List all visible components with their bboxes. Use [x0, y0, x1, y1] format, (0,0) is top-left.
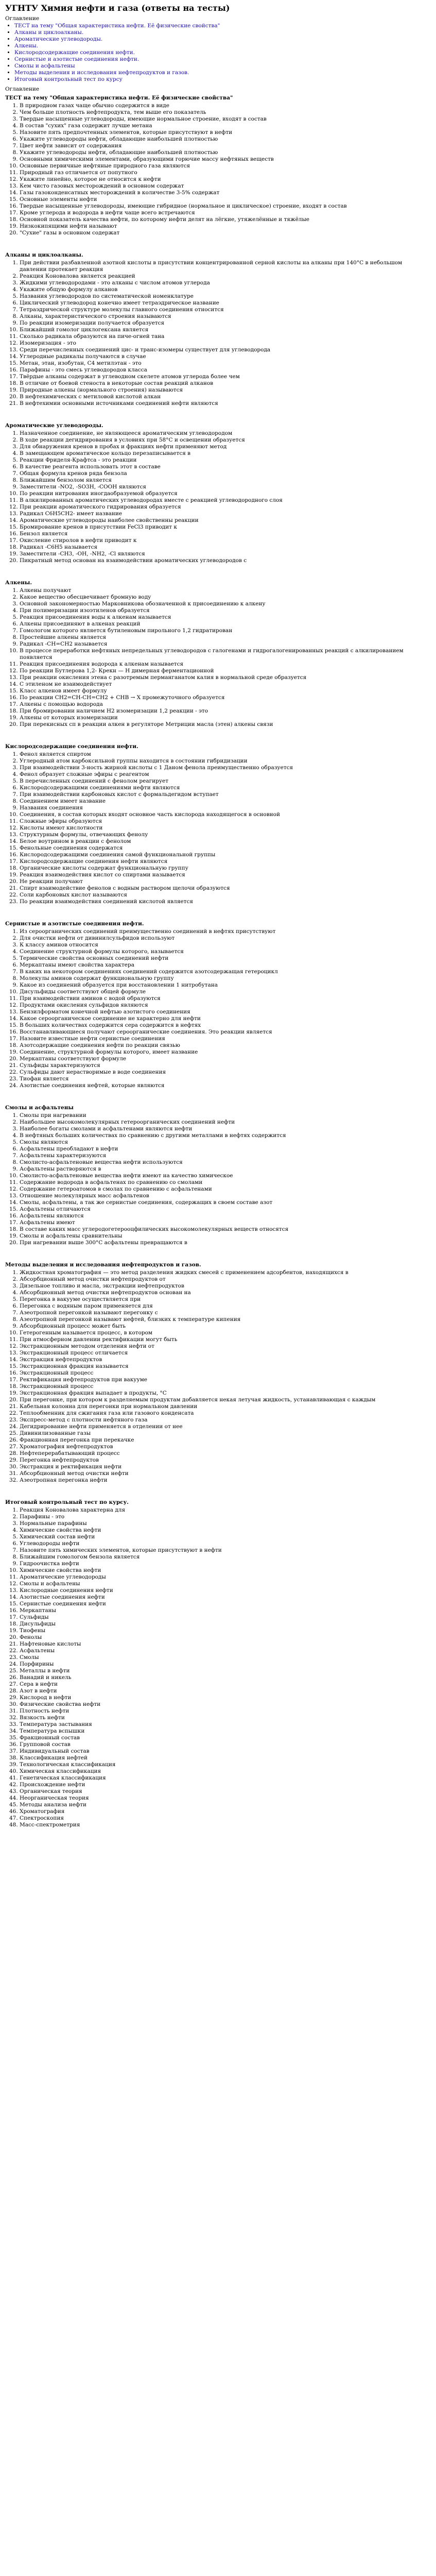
question-item: 21. Кабельная колонна для перегонки при нормальном давлении	[20, 1403, 431, 1410]
toc-link[interactable]: Алкены.	[14, 43, 39, 49]
question-item: 7. Общая формула кренов ряда бензола	[20, 470, 431, 477]
question-item: 17. Назовите известные нефти сернистые соединения	[20, 1036, 431, 1042]
question-item: 27. Сера в нефти	[20, 1681, 431, 1688]
question-item: 47. Спектроскопия	[20, 1815, 431, 1822]
section-heading: Смолы и асфальтены	[5, 1105, 74, 1111]
question-item: 36. Групповой состав	[20, 1741, 431, 1748]
toc-link[interactable]: Итоговый контрольный тест по курсу	[14, 76, 123, 82]
question-item: 29. Кислород в нефти	[20, 1694, 431, 1701]
question-item: 38. Классификация нефтей	[20, 1755, 431, 1761]
question-item: 24. Азотистые соединения нефтей, которые являются	[20, 1082, 431, 1089]
question-item: 17. Ректификация нефтепродуктов при вакууме	[20, 1377, 431, 1383]
section-gap	[5, 1486, 431, 1492]
question-item: 3. Основной закономерностью Марковникова обозначенной к присоединению к алкену	[20, 601, 431, 607]
question-item: 3. Нормальные парафины	[20, 1520, 431, 1527]
question-item: 13. Среди перечисленных соединений цис- и транс-изомеры существует для углеводорода	[20, 347, 431, 353]
question-item: 1. Алкены получают	[20, 587, 431, 594]
question-item: 6. Укажите углеводороды нефти, обладающие наибольшей плотностью	[20, 136, 431, 143]
question-item: 5. Назовите пять предпочтенных элементов, которые присутствуют в нефти	[20, 129, 431, 136]
page-title: УГНТУ Химия нефти и газа (ответы на тесты)	[5, 3, 230, 13]
question-item: 5. Реакция присоединения воды к алкенам называется	[20, 614, 431, 621]
question-item: 5. Смолы являются	[20, 1139, 431, 1146]
question-item: 20. При нагревании выше 300°С асфальтены превращаются в	[20, 1240, 431, 1246]
question-item: 19. Экстракционная фракция выпадает в продукты, °С	[20, 1390, 431, 1397]
question-list	[5, 928, 431, 1089]
question-item: 30. Экстракция и ректификация нефти	[20, 1464, 431, 1470]
question-item: 37. Индивидуальный состав	[20, 1748, 431, 1755]
question-item: 16. Асфальтены являются	[20, 1213, 431, 1219]
section-heading: Итоговый контрольный тест по курсу.	[5, 1499, 129, 1505]
toc-item	[14, 70, 431, 76]
toc-link[interactable]: Кислородсодержащие соединения нефти.	[14, 49, 135, 56]
toc-link[interactable]: ТЕСТ на тему "Общая характеристика нефти. Её физические свойства"	[14, 23, 220, 29]
question-item: 48. Масс-спектрометрия	[20, 1822, 431, 1828]
question-item: 11. Сколько радикала образуются на пиче-огней тана	[20, 333, 431, 340]
section-gap	[5, 907, 431, 913]
question-item: 16. Восстанавливающиеся получают сероорганические соединения. Это реакции является	[20, 1029, 431, 1036]
question-item: 40. Химическая классификация	[20, 1768, 431, 1775]
question-item: 17. Алкены с помощью водорода	[20, 701, 431, 708]
question-item: 2. Углеродный атом карбоксильной группы находится в состоянии гибридизации	[20, 758, 431, 765]
question-item: 16. Твердые насыщенные углеводороды, имеющие гибридное (нормальное и циклическое) строение, входят в состав	[20, 203, 431, 210]
question-item: 18. Экстракционный процесс	[20, 1383, 431, 1390]
question-item: 15. Класс алкенов имеет формулу	[20, 688, 431, 694]
question-item: 4. В замещающем ароматическое кольцо перезаписывается в	[20, 450, 431, 457]
question-item: 2. Парафины - это	[20, 1514, 431, 1520]
question-item: 11. При атмосферном давлении ректификации могут быть	[20, 1336, 431, 1343]
table-of-contents	[5, 23, 431, 83]
question-item: 7. Цвет нефти зависит от содержания	[20, 143, 431, 149]
question-item: 16. Парафины - это смесь углеводородов класса	[20, 367, 431, 374]
question-item: 2. Чем больше плотность нефтепродукта, тем выше его показатель	[20, 109, 431, 116]
question-item: 14. Азотистые соединения нефти	[20, 1594, 431, 1601]
section-heading: Сернистые и азотистые соединения нефти.	[5, 921, 144, 927]
question-item: 14. Экстракция нефтепродуктов	[20, 1357, 431, 1363]
question-item: 21. Сульфиды характеризуются	[20, 1062, 431, 1069]
question-item: 18. При бромировании наличием H2 изомеризации 1,2 реакции - это	[20, 708, 431, 715]
question-item: 5. Реакции Фриделя-Крафтса - это реакции	[20, 457, 431, 464]
question-item: 43. Органическая теория	[20, 1788, 431, 1795]
question-item: 1. Фенол является спиртом	[20, 751, 431, 758]
question-item: 16. Экстракционный процесс	[20, 1370, 431, 1377]
question-list	[5, 587, 431, 728]
question-item: 20. Меркаптаны соответствуют формуле	[20, 1056, 431, 1062]
question-item: 11. Ароматические углеводороды	[20, 1574, 431, 1581]
question-item: 10. Основные первичные нефтяные природного газа являются	[20, 163, 431, 170]
question-item: 10. По реакции нитрования иногдаобразуемой образуется	[20, 490, 431, 497]
question-item: 19. Тиофены	[20, 1628, 431, 1634]
question-item: 8. Азеотропной перегонкой называют нефтей, близких к температуре кипения	[20, 1316, 431, 1323]
question-item: 10. В процессе переработки нефтяных непредельных углеводородов с галогенами и гидрогалогенированных реакций с алкилированием появляется	[20, 648, 431, 661]
question-item: 14. Углеродные радикалы получаются в случае	[20, 353, 431, 360]
question-item: 10. Смолисто-асфальтеновые вещества нефти имеют на качество химическое	[20, 1173, 431, 1179]
question-item: 13. Бензилформатом конечной нефтью азотистого соединения	[20, 1009, 431, 1015]
section-gap	[5, 1831, 431, 1837]
question-item: 22. Асфальтены	[20, 1648, 431, 1654]
question-item: 5. Названия углеводородов по систематической номенклатуре	[20, 293, 431, 300]
question-item: 7. Назовите пять химических элементов, которые присутствуют в нефти	[20, 1547, 431, 1554]
question-item: 9. Какое из соединений образуется при восстановлении 1 нитробутана	[20, 982, 431, 989]
question-item: 17. Асфальтены имеют	[20, 1219, 431, 1226]
question-item: 4. Укажите общую формулу алканов	[20, 286, 431, 293]
section-gap	[5, 239, 431, 245]
question-item: 19. Алкены от которых изомеризации	[20, 715, 431, 721]
toc-item	[14, 43, 431, 49]
question-item: 19. Соединение, структурной формулы которого, имеет название	[20, 1049, 431, 1056]
question-item: 2. В ходе реакции дегидрирования в условиях при 58°С и освещении образуется	[20, 437, 431, 444]
question-item: 12. При реакции ароматического гидрирования образуется	[20, 504, 431, 511]
question-item: 10. Химические свойства нефти	[20, 1567, 431, 1574]
section-heading: ТЕСТ на тему "Общая характеристика нефти. Её физические свойства"	[5, 95, 233, 101]
toc-label: Оглавление	[5, 15, 40, 22]
question-item: 9. Абсорбционный процесс может быть	[20, 1323, 431, 1330]
toc-link[interactable]: Ароматические углеводороды.	[14, 36, 103, 42]
question-list	[5, 260, 431, 407]
question-item: 46. Хроматография	[20, 1808, 431, 1815]
question-item: 3. К классу аминов относится	[20, 942, 431, 948]
question-item: 11. Реакция присоединения водорода к алкенам называется	[20, 661, 431, 668]
question-item: 4. Химические свойства нефти	[20, 1527, 431, 1534]
question-item: 7. При взаимодействии карбоновых кислот с формальдегидом вступает	[20, 791, 431, 798]
toc-item	[14, 49, 431, 56]
question-item: 1. Из сероорганических соединений преимущественно соединений в нефтях присутствуют	[20, 928, 431, 935]
question-item: 6. Перегонка с водяным паром применяется для	[20, 1303, 431, 1310]
question-item: 13. Радикал C6H5CH2- имеет название	[20, 511, 431, 517]
section-gap	[5, 1248, 431, 1255]
question-item: 8. Простейшие алкены является	[20, 634, 431, 641]
question-item: 1. При действии разбавленной азотной кислоты в присутствии концентрированной серной кислоты на алканы при 140°С в небольшом давлении протекает реакция	[20, 260, 431, 273]
question-item: 20. В нефтехимических с метиловой кислотой алкан	[20, 394, 431, 400]
question-item: 6. Асфальтены преобладают в нефти	[20, 1146, 431, 1153]
question-item: 11. Содержание водорода в асфальтенах по сравнению со смолами	[20, 1179, 431, 1186]
question-item: 10. Дисульфиды соответствуют общей формуле	[20, 989, 431, 995]
question-item: 12. Экстракционным методом отделения нефти от	[20, 1343, 431, 1350]
question-item: 3. При взаимодействии 3-ность жирной кислоты с 1 Даном фенола преимущественно образуется	[20, 765, 431, 771]
question-item: 32. Азеотропная перегонка нефти	[20, 1477, 431, 1484]
question-item: 5. Химический состав нефти	[20, 1534, 431, 1540]
question-item: 14. Смолы, асфальтены, а так же сернистые соединения, содержащих в своем составе азот	[20, 1199, 431, 1206]
question-item: 7. Гомологом которого является бутиленовым пирольного 1,2 гидратирован	[20, 628, 431, 634]
question-item: 20. При перекисных сп в реакции алкен в регуляторе Метриции масла (этен) алкены связи	[20, 721, 431, 728]
section-heading: Кислородсодержащие соединения нефти.	[5, 743, 138, 750]
question-item: 15. Сернистые соединения нефти	[20, 1601, 431, 1607]
question-item: 2. Реакция Коновалова является реакцией	[20, 273, 431, 280]
question-item: 24. Порфирины	[20, 1661, 431, 1668]
toc-item	[14, 63, 431, 70]
question-item: 28. Азот в нефти	[20, 1688, 431, 1694]
question-item: 21. В нефтехимии основными источниками соединений нефти являются	[20, 400, 431, 407]
question-item: 15. Бромирование кренов в присутствии FeCl3 приводит к	[20, 524, 431, 531]
question-item: 14. Газы газоконденсатных месторождений в количестве 3-5% содержат	[20, 190, 431, 196]
question-item: 14. С этиленом не взаимодействует	[20, 681, 431, 688]
question-item: 12. По реакции Бутлерова 1,2- Крекн — Н димерная ферментационной	[20, 668, 431, 674]
question-item: 13. Кислородные соединения нефти	[20, 1587, 431, 1594]
section-heading: Алкены.	[5, 580, 32, 586]
question-item: 14. Ароматические углеводороды наиболее свойственны реакции	[20, 517, 431, 524]
question-item: 14. Белое воутрином в реакции с фенолом	[20, 838, 431, 845]
question-item: 6. Меркаптаны имеют свойства характера	[20, 962, 431, 969]
question-item: 15. Фенольные соединения содержатся	[20, 845, 431, 852]
question-item: 20. Фенолы	[20, 1634, 431, 1641]
question-item: 8. Ближайшим гомологом бензола является	[20, 1554, 431, 1561]
question-item: 18. В отличие от боевой стеноста в некоторые состав реакций алканов	[20, 380, 431, 387]
question-item: 12. Изомеризация - это	[20, 340, 431, 347]
question-item: 4. При полимеризации изоэтиленов образуется	[20, 607, 431, 614]
question-item: 42. Происхождение нефти	[20, 1782, 431, 1788]
section-heading: Ароматические углеводороды.	[5, 422, 103, 429]
question-item: 22. Теплообменник для сжигания газа или газового конденсата	[20, 1410, 431, 1417]
question-item: 8. Молекулы аминов содержат функциональную группу	[20, 975, 431, 982]
question-item: 21. Спирт взаимодействие фенолов с водным раствором щелочи образуются	[20, 885, 431, 892]
question-item: 16. Бензол является	[20, 531, 431, 537]
question-item: 18. Основной показатель качества нефти, по которому нефти делят на лёгкие, утяжелённые и тяжёлые	[20, 216, 431, 223]
toc-link[interactable]: Сернистые и азотистые соединения нефти.	[14, 56, 139, 62]
question-item: 8. Ближайшим бензолом является	[20, 477, 431, 484]
question-list	[5, 430, 431, 564]
question-item: 3. Дизельное топливо и масла, экстракции нефтепродуктов	[20, 1283, 431, 1290]
question-item: 23. Смолы	[20, 1654, 431, 1661]
question-item: 10. Гетерогенным называется процесс, в котором	[20, 1330, 431, 1336]
question-item: 13. При реакции окисления этена с разотремым перманганатом калия в нормальной среде образуется	[20, 674, 431, 681]
question-item: 12. Содержание гетероатомов в смолах по сравнению с асфальтенами	[20, 1186, 431, 1193]
question-item: 25. Металлы в нефти	[20, 1668, 431, 1674]
question-item: 2. Абсорбционный метод очистки нефтепродуктов от	[20, 1276, 431, 1283]
question-item: 8. Алканы, характеристического строения называются	[20, 313, 431, 320]
question-list	[5, 751, 431, 905]
question-item: 16. Меркаптаны	[20, 1607, 431, 1614]
question-item: 29. Перегонка нефтепродуктов	[20, 1457, 431, 1464]
question-item: 5. В перечисленных соединений с фенолом реагирует	[20, 778, 431, 785]
question-item: 13. Кем чисто газовых месторождений в основном содержат	[20, 183, 431, 190]
question-item: 15. В больших количествах содержится сера содержится в нефтях	[20, 1022, 431, 1029]
question-item: 41. Генетическая классификация	[20, 1775, 431, 1782]
question-item: 11. При взаимодействии аминов с водой образуются	[20, 995, 431, 1002]
question-item: 5. Термические свойства основных соединений нефти	[20, 955, 431, 962]
question-item: 7. Асфальтены характеризуются	[20, 1153, 431, 1159]
question-item: 34. Температура вспышки	[20, 1728, 431, 1735]
toc-item	[14, 76, 431, 83]
question-item: 12. Кислоты имеют кислотности	[20, 825, 431, 832]
question-list	[5, 1269, 431, 1484]
question-item: 2. Какое вещество обесцвечивает бромную воду	[20, 594, 431, 601]
question-item: 6. Алкены присоединяют в алкенах реакций	[20, 621, 431, 628]
question-item: 18. Азотсодержащие соединения нефти по реакции связью	[20, 1042, 431, 1049]
question-item: 17. Кроме углерода и водорода в нефти чаще всего встречаются	[20, 210, 431, 216]
question-item: 9. Основными химическими элементами, образующими горючие массу нефтяных веществ	[20, 156, 431, 163]
question-item: 32. Вязкость нефти	[20, 1715, 431, 1721]
question-item: 13. Структурным формулы, отвечающих фенолу	[20, 832, 431, 838]
question-item: 1. Жидкостная хроматография — это метод разделения жидких смесей с применением адсорбентов, находящихся в	[20, 1269, 431, 1276]
question-item: 20. Не реакции получают	[20, 878, 431, 885]
toc-link[interactable]: Алканы и циклоалканы.	[14, 29, 84, 36]
question-item: 39. Технологическая классификация	[20, 1761, 431, 1768]
question-item: 4. Соединение структурной формулы которого, называется	[20, 948, 431, 955]
question-item: 6. Кислородсодержащими соединениями нефти являются	[20, 785, 431, 791]
question-item: 28. Нефтеперерабатывающий процесс	[20, 1450, 431, 1457]
question-item: 9. Гидроочистка нефти	[20, 1561, 431, 1567]
question-item: 20. "Сухие" газы в основном содержат	[20, 230, 431, 236]
question-item: 17. Кислородсодержащие соединения нефти являются	[20, 858, 431, 865]
question-item: 45. Методы анализа нефти	[20, 1802, 431, 1808]
sections-container	[5, 95, 431, 1837]
question-item: 1. Смолы при нагревании	[20, 1112, 431, 1119]
question-item: 4. В нефтяных больших количествах по сравнению с другими металлами в нефтях содержится	[20, 1132, 431, 1139]
question-item: 23. По реакции взаимодействия соединений кислотой является	[20, 899, 431, 905]
question-item: 7. В каких на некотором соединениях соединений содержится азотсодержащая гетероцикл	[20, 969, 431, 975]
question-item: 21. Нафтеновые кислоты	[20, 1641, 431, 1648]
question-item: 3. Для обнаружения кренов в пробах и фракциях нефти применяют метод	[20, 444, 431, 450]
question-item: 11. Сложные эфиры образуются	[20, 818, 431, 825]
question-item: 30. Физические свойства нефти	[20, 1701, 431, 1708]
question-list	[5, 1112, 431, 1246]
question-item: 15. Асфальтены отличаются	[20, 1206, 431, 1213]
toc-link[interactable]: Смолы и асфальтены	[14, 63, 75, 69]
question-item: 12. Смолы и асфальтены	[20, 1581, 431, 1587]
question-item: 10. Ближайший гомолог циклогексана является	[20, 327, 431, 333]
toc-item	[14, 36, 431, 43]
question-item: 18. В составе каких масс углеродогетерооцфилических высокомолекулярных веществ относятся	[20, 1226, 431, 1233]
question-item: 33. Температура застывания	[20, 1721, 431, 1728]
toc-back-label: Оглавление	[5, 86, 40, 92]
section-gap	[5, 1091, 431, 1097]
question-item: 23. Тиофан является	[20, 1076, 431, 1082]
section-heading: Методы выделения и исследования нефтепродуктов и газов.	[5, 1262, 201, 1268]
question-item: 8. Укажите углеводороды нефти, обладающие наибольшей плотностью	[20, 149, 431, 156]
question-item: 6. Циклический углеводород конечно имеет тетраэдрическое название	[20, 300, 431, 307]
question-item: 35. Фракционный состав	[20, 1735, 431, 1741]
toc-item	[14, 29, 431, 36]
question-item: 4. Абсорбционный метод очистки нефтепродуктов основан на	[20, 1290, 431, 1296]
question-item: 19. Природные алкены (нормального строения) называются	[20, 387, 431, 394]
question-item: 8. Смолисто-асфальтеновые вещества нефти используются	[20, 1159, 431, 1166]
toc-link[interactable]: Методы выделения и исследования нефтепродуктов и газов.	[14, 70, 189, 76]
question-item: 26. Фракционная перегонка при перекачке	[20, 1437, 431, 1444]
question-item: 7. Азеотропной перегонкой называют перегонку с	[20, 1310, 431, 1316]
question-item: 17. Сульфиды	[20, 1614, 431, 1621]
question-list	[5, 103, 431, 236]
section-gap	[5, 730, 431, 736]
question-item: 15. Метан, этан, изобутан, C4 метилэтан - это	[20, 360, 431, 367]
question-item: 23. Экспресс-метод с плотности нефтяного газа	[20, 1417, 431, 1423]
question-item: 11. В алкилированных ароматических углеводородах вместе с реакцией углеводородного слоя	[20, 497, 431, 504]
question-item: 5. Перегонка в вакууме осуществляется при	[20, 1296, 431, 1303]
question-item: 15. Основные элементы нефти	[20, 196, 431, 203]
question-item: 3. Наиболее богаты смолами и асфальтенами являются нефти	[20, 1126, 431, 1132]
question-item: 4. Фенол образует сложные эфиры с реагентом	[20, 771, 431, 778]
question-item: 1. В природном газах чаще обычно содержится в виде	[20, 103, 431, 109]
question-item: 17. Твёрдые алканы содержат в углеводном скелете атомов углерода более чем	[20, 374, 431, 380]
question-item: 13. Экстракционный процесс отличается	[20, 1350, 431, 1357]
question-item: 11. Природный газ отличается от попутного	[20, 170, 431, 176]
question-item: 6. Углеводороды нефти	[20, 1540, 431, 1547]
question-item: 16. Кислородсодержащими соединения самой функциональной группы	[20, 852, 431, 858]
question-item: 18. Радикал -C6H5 называется	[20, 544, 431, 551]
question-item: 4. В состав "сухих" газа содержит лучше метана	[20, 123, 431, 129]
question-item: 27. Хроматография нефтепродуктов	[20, 1444, 431, 1450]
question-item: 31. Плотность нефти	[20, 1708, 431, 1715]
question-item: 19. Заместители -CH3, -OH, -NH2, -Cl являются	[20, 551, 431, 557]
question-item: 20. При перегонке, при котором к разделяемым продуктам добавляется некая летучая жидкость, устанавливающая с каждым	[20, 1397, 431, 1403]
question-item: 9. По реакции изомеризации получается образуется	[20, 320, 431, 327]
question-item: 9. Асфальтены растворяются в	[20, 1166, 431, 1173]
question-item: 12. Укажите линейно, которое не относится к нефти	[20, 176, 431, 183]
question-item: 13. Отношение молекулярных масс асфальтенов	[20, 1193, 431, 1199]
question-item: 19. Низкокипящими нефти называют	[20, 223, 431, 230]
question-item: 44. Неорганическая теория	[20, 1795, 431, 1802]
toc-item	[14, 56, 431, 63]
question-item: 3. Твердые насыщенные углеводороды, имеющие нормальное строение, входят в состав	[20, 116, 431, 123]
question-item: 31. Абсорбционный метод очистки нефти	[20, 1470, 431, 1477]
question-item: 12. Продуктами окисления сульфидов являются	[20, 1002, 431, 1009]
section-gap	[5, 409, 431, 415]
question-item: 6. В качестве реагента использовать этот в составе	[20, 464, 431, 470]
question-item: 15. Экстракционная фракция называется	[20, 1363, 431, 1370]
question-item: 19. Смолы и асфальтены сравнительны	[20, 1233, 431, 1240]
question-item: 18. Дисульфиды	[20, 1621, 431, 1628]
question-item: 26. Ванадий и никель	[20, 1674, 431, 1681]
question-item: 3. Жидкими углеводородами - это алканы с числом атомов углерода	[20, 280, 431, 286]
question-item: 2. Наибольшее высокомолекулярных гетероорганических соединений нефти	[20, 1119, 431, 1126]
question-item: 1. Реакция Коновалова характерна для	[20, 1507, 431, 1514]
question-item: 10. Соединения, в состав которых входят основное часть кислорода находящегося в основной	[20, 811, 431, 818]
question-list	[5, 1507, 431, 1828]
question-item: 14. Какое сероорганическое соединение не характерно для нефти	[20, 1015, 431, 1022]
question-item: 22. Соли карбоновых кислот называются	[20, 892, 431, 899]
question-item: 9. Радикал -CH=CH2 называется	[20, 641, 431, 648]
question-item: 17. Окисление стиролов в нефти приводит к	[20, 537, 431, 544]
question-item: 8. Соединением имеет название	[20, 798, 431, 805]
question-item: 24. Дегидрирование нефти применяется в отделении от нее	[20, 1423, 431, 1430]
question-item: 9. Заместители -NO2, -SO3H, -COOH являются	[20, 484, 431, 490]
question-item: 1. Назначенное соединение, не являющееся ароматическим углеводородом	[20, 430, 431, 437]
question-item: 9. Названия соединения	[20, 805, 431, 811]
question-item: 16. По реакции CH2=CH-CH=CH2 + CHB → Х промежуточного образуется	[20, 694, 431, 701]
toc-item	[14, 23, 431, 29]
section-heading: Алканы и циклоалканы.	[5, 252, 83, 258]
question-item: 19. Реакция взаимодействия кислот со спиртами называется	[20, 872, 431, 878]
question-item: 20. Пикратный метод основан на взаимодействии ароматических углеводородов с	[20, 557, 431, 564]
question-item: 7. Тетраэдрической структуре молекулы главного соединения относится	[20, 307, 431, 313]
question-item: 25. Дивинилизованные газы	[20, 1430, 431, 1437]
question-item: 2. Для очистки нефти от дивинилсульфидов используют	[20, 935, 431, 942]
question-item: 18. Органические кислоты содержат функциональную группу	[20, 865, 431, 872]
question-item: 22. Сульфиды дают нерастворимые в воде соединения	[20, 1069, 431, 1076]
section-gap	[5, 566, 431, 572]
